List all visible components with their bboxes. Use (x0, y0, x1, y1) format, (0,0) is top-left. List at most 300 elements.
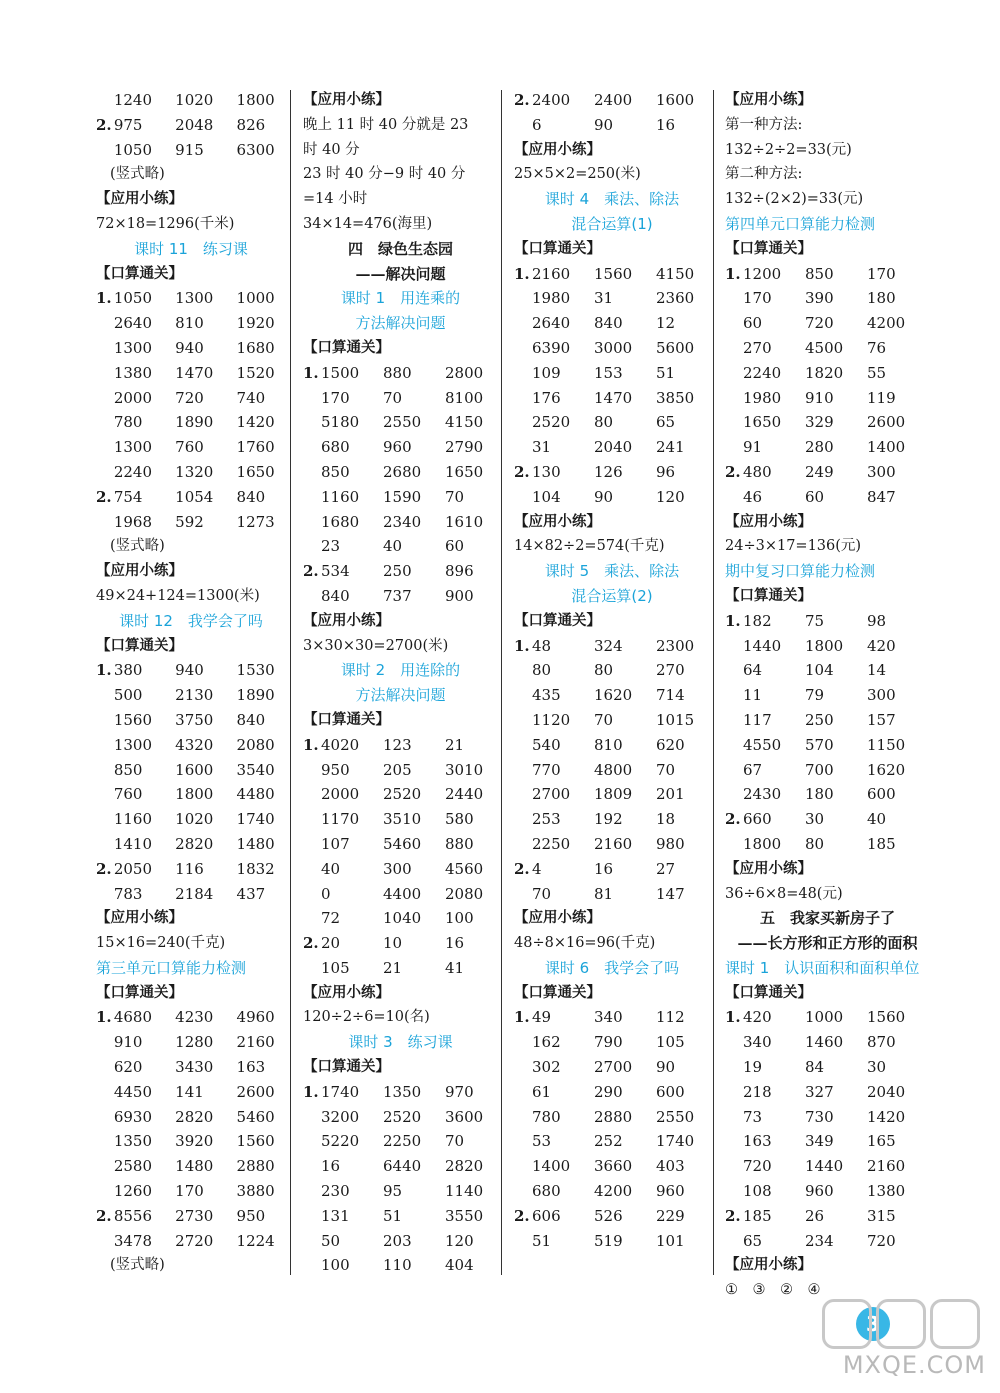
answer-value: 2520 (383, 785, 422, 804)
answer-row (303, 386, 498, 411)
answer-value: 480 (743, 462, 772, 481)
answer-value: 780 (113, 413, 143, 432)
answer-row (725, 460, 930, 485)
answer-row (303, 460, 498, 485)
answer-value: 4560 (445, 859, 484, 878)
answer-row (514, 857, 710, 882)
answer-value: 40 (867, 810, 887, 829)
question-number (514, 410, 532, 435)
answer-value: 2400 (594, 91, 633, 109)
answer-text: =14 小时 (303, 191, 368, 208)
answer-row (514, 113, 710, 138)
answer-value: 1300 (175, 289, 214, 308)
answer-value: 960 (383, 438, 412, 457)
answer-row (303, 584, 498, 609)
question-number: 1. (96, 661, 112, 680)
answer-text: 25×5×2=250(米) (514, 166, 641, 183)
answer-value: 1273 (236, 512, 275, 531)
answer-value: 960 (656, 1182, 685, 1201)
answer-value: 315 (867, 1206, 896, 1225)
question-number (303, 1129, 321, 1154)
answer-value: 680 (321, 438, 350, 457)
answer-row (514, 832, 710, 857)
answer-value: 30 (805, 810, 825, 829)
answer-value: 2640 (532, 314, 571, 333)
answer-row (96, 1055, 286, 1080)
answer-value: 192 (594, 810, 623, 829)
answer-value: 1560 (594, 264, 633, 283)
answer-value: 70 (445, 487, 465, 506)
section-header: 【口算通关】 (514, 984, 601, 1001)
answer-value: 23 (321, 537, 341, 556)
answer-row (303, 485, 498, 510)
answer-value: 3660 (594, 1157, 633, 1176)
answer-value: 5180 (321, 413, 360, 432)
answer-row (514, 1080, 710, 1105)
answer-value: 1680 (236, 338, 275, 357)
answer-value: 1980 (743, 388, 782, 407)
answer-row (96, 683, 286, 708)
answer-value: 780 (532, 1107, 561, 1126)
answer-value: 2160 (236, 1033, 275, 1052)
answer-value: 1420 (867, 1107, 906, 1126)
answer-value: 4960 (236, 1008, 275, 1027)
question-number (96, 708, 114, 733)
section-header: 【应用小练】 (96, 563, 183, 580)
answer-value: 163 (743, 1132, 772, 1151)
answer-value: 120 (656, 487, 685, 506)
answer-value: 580 (445, 810, 474, 829)
answer-value: 975 (113, 115, 143, 134)
question-number: 1. (96, 289, 112, 308)
answer-value: 31 (532, 438, 552, 457)
answer-value: 437 (236, 884, 266, 903)
answer-value: 1200 (743, 264, 782, 283)
answer-value: 40 (383, 537, 403, 556)
answer-value: 49 (532, 1008, 552, 1027)
answer-value: 349 (805, 1132, 834, 1151)
answer-value: 112 (656, 1008, 685, 1027)
lesson-title: 课时 5 乘法、除法 (544, 562, 680, 581)
answer-value: 2430 (743, 785, 782, 804)
answer-value: 249 (805, 462, 834, 481)
answer-row (514, 386, 710, 411)
answer-row (725, 386, 930, 411)
answer-value: 4480 (236, 785, 275, 804)
question-number (303, 1105, 321, 1130)
answer-value: 730 (805, 1107, 834, 1126)
answer-value: 540 (532, 735, 561, 754)
answer-value: 960 (805, 1182, 834, 1201)
answer-value: 16 (445, 934, 465, 953)
lesson-title: 课时 12 我学会了吗 (119, 611, 263, 630)
question-number (514, 1179, 532, 1204)
answer-value: 30 (867, 1058, 887, 1077)
answer-value: 70 (445, 1132, 465, 1151)
answer-value: 70 (532, 884, 552, 903)
answer-value: 870 (867, 1033, 896, 1052)
answer-text: 48÷8×16=96(千克) (514, 935, 656, 952)
answer-value: 1400 (532, 1157, 571, 1176)
answer-value: 2580 (113, 1157, 152, 1176)
answer-text: 34×14=476(海里) (303, 215, 433, 232)
answer-value: 65 (656, 413, 676, 432)
question-number (514, 882, 532, 907)
answer-value: 100 (321, 1256, 350, 1275)
answer-value: 1140 (445, 1182, 484, 1201)
answer-row (96, 1229, 286, 1254)
question-number (96, 410, 114, 435)
answer-value: 2820 (175, 834, 214, 853)
answer-value: 910 (113, 1033, 143, 1052)
answer-value: 109 (532, 363, 561, 382)
answer-row (514, 782, 710, 807)
question-number (96, 1129, 114, 1154)
question-number (514, 1105, 532, 1130)
answer-value: 940 (175, 338, 204, 357)
question-number (96, 1105, 114, 1130)
note-text: (竖式略) (110, 166, 165, 183)
answer-row (514, 460, 710, 485)
question-number (303, 1204, 321, 1229)
answer-row (725, 485, 930, 510)
question-number: 2. (96, 859, 112, 878)
question-number (303, 882, 321, 907)
answer-value: 51 (656, 363, 676, 382)
answer-row (303, 782, 498, 807)
answer-row (96, 733, 286, 758)
answer-value: 51 (532, 1231, 552, 1250)
note-text: (竖式略) (110, 1257, 165, 1274)
answer-text: 120÷2÷6=10(名) (303, 1009, 430, 1026)
answer-value: 65 (743, 1231, 763, 1250)
answer-value: 80 (805, 834, 825, 853)
answer-value: 740 (236, 388, 266, 407)
answer-value: 104 (805, 661, 834, 680)
answer-row (303, 1154, 498, 1179)
answer-row (514, 882, 710, 907)
answer-row (514, 286, 710, 311)
answer-row (96, 857, 286, 882)
question-number (303, 485, 321, 510)
answer-value: 1350 (113, 1132, 152, 1151)
answer-value: 606 (532, 1206, 561, 1225)
answer-value: 27 (656, 859, 676, 878)
answer-value: 2048 (175, 115, 214, 134)
answer-row (303, 733, 498, 758)
question-number (514, 733, 532, 758)
answer-value: 380 (113, 661, 143, 680)
answer-value: 915 (175, 140, 204, 159)
answer-value: 783 (113, 884, 143, 903)
question-number (303, 510, 321, 535)
answer-value: 105 (321, 958, 350, 977)
question-number (725, 1229, 743, 1254)
answer-row (725, 658, 930, 683)
answer-value: 1800 (175, 785, 214, 804)
answer-value: 737 (383, 586, 412, 605)
question-number: 1. (514, 264, 530, 283)
answer-value: 26 (805, 1206, 825, 1225)
answer-value: 51 (383, 1206, 403, 1225)
answer-row (96, 1154, 286, 1179)
answer-value: 170 (743, 289, 772, 308)
question-number (514, 708, 532, 733)
answer-value: 620 (113, 1058, 143, 1077)
answer-value: 2730 (175, 1206, 214, 1225)
question-number (303, 534, 321, 559)
answer-row (96, 361, 286, 386)
answer-value: 940 (175, 661, 204, 680)
question-number: 1. (514, 636, 530, 655)
question-number (514, 782, 532, 807)
question-number (514, 435, 532, 460)
answer-value: 20 (321, 934, 341, 953)
answer-value: 302 (532, 1058, 561, 1077)
answer-value: 4450 (113, 1082, 152, 1101)
lesson-title: 课时 6 我学会了吗 (544, 958, 680, 977)
question-number: 1. (303, 363, 319, 382)
answer-value: 1500 (321, 363, 360, 382)
answer-value: 70 (383, 388, 403, 407)
answer-value: 2160 (867, 1157, 906, 1176)
question-number (514, 311, 532, 336)
answer-value: 1760 (236, 438, 275, 457)
answer-value: 163 (236, 1058, 266, 1077)
answer-value: 1300 (113, 438, 152, 457)
answer-row (725, 1154, 930, 1179)
answer-row (725, 782, 930, 807)
answer-value: 4150 (445, 413, 484, 432)
lesson-title: 课时 1 认识面积和面积单位 (725, 958, 920, 977)
answer-value: 534 (321, 562, 350, 581)
answer-value: 880 (445, 834, 474, 853)
answer-value: 123 (383, 735, 412, 754)
answer-value: 234 (805, 1231, 834, 1250)
answer-value: 2550 (656, 1107, 695, 1126)
answer-value: 5220 (321, 1132, 360, 1151)
answer-value: 2050 (113, 859, 152, 878)
question-number (725, 386, 743, 411)
question-number (96, 1154, 114, 1179)
answer-value: 1260 (113, 1182, 152, 1201)
answer-row (303, 857, 498, 882)
lesson-title: 方法解决问题 (355, 314, 446, 333)
answer-row (303, 1253, 498, 1278)
question-number (514, 1030, 532, 1055)
answer-value: 324 (594, 636, 623, 655)
section-header: 【应用小练】 (303, 92, 390, 108)
answer-value: 80 (532, 661, 552, 680)
answer-value: 1300 (113, 338, 152, 357)
answer-value: 31 (594, 289, 614, 308)
answer-value: 950 (321, 760, 350, 779)
answer-value: 810 (594, 735, 623, 754)
answer-row (514, 435, 710, 460)
answer-value: 850 (321, 462, 350, 481)
answer-value: 1410 (113, 834, 152, 853)
answer-row (303, 1179, 498, 1204)
answer-value: 1560 (113, 710, 152, 729)
answer-value: 1809 (594, 785, 633, 804)
question-number (303, 584, 321, 609)
answer-value: 3478 (113, 1231, 152, 1250)
answer-value: 185 (867, 834, 896, 853)
question-number: 1. (725, 1008, 741, 1027)
answer-row (514, 1154, 710, 1179)
section-header: 【应用小练】 (725, 92, 812, 108)
page-number-badge: 3 (856, 1307, 890, 1341)
answer-row (303, 410, 498, 435)
answer-value: 8100 (445, 388, 484, 407)
lesson-title: 混合运算(1) (571, 214, 653, 233)
answer-value: 1020 (175, 91, 214, 109)
answer-value: 1740 (321, 1082, 360, 1101)
answer-value: 1050 (113, 140, 152, 159)
column-1 (96, 88, 286, 1278)
answer-text: ① ③ ② ④ (725, 1282, 821, 1299)
answer-value: 5460 (236, 1107, 275, 1126)
answer-value: 1650 (445, 462, 484, 481)
answer-row (96, 758, 286, 783)
section-header: 【应用小练】 (514, 513, 601, 530)
question-number (514, 683, 532, 708)
answer-value: 126 (594, 462, 623, 481)
answer-value: 700 (805, 760, 834, 779)
answer-row (96, 410, 286, 435)
answer-value: 1380 (113, 363, 152, 382)
answer-value: 980 (656, 834, 685, 853)
answer-row (303, 1204, 498, 1229)
question-number (514, 1055, 532, 1080)
question-number (725, 733, 743, 758)
answer-row (303, 1229, 498, 1254)
answer-row (96, 311, 286, 336)
answer-value: 6440 (383, 1157, 422, 1176)
question-number (96, 882, 114, 907)
answer-value: 6 (532, 115, 542, 134)
answer-text: 14×82÷2=574(千克) (514, 538, 665, 555)
answer-row (514, 336, 710, 361)
lesson-title: 期中复习口算能力检测 (725, 562, 876, 581)
section-header: 【应用小练】 (303, 984, 390, 1001)
answer-row (725, 683, 930, 708)
answer-row (514, 485, 710, 510)
answer-text: 132÷2÷2=33(元) (725, 141, 852, 158)
answer-row (514, 262, 710, 287)
section-header: 【应用小练】 (514, 141, 601, 158)
unit-title: ——长方形和正方形的面积 (737, 934, 918, 953)
answer-value: 340 (594, 1008, 623, 1027)
answer-value: 3600 (445, 1107, 484, 1126)
column-divider (501, 90, 502, 1275)
answer-value: 2440 (445, 785, 484, 804)
answer-row (514, 311, 710, 336)
section-header: 【口算通关】 (303, 711, 390, 728)
answer-value: 1160 (321, 487, 360, 506)
answer-value: 180 (867, 289, 896, 308)
answer-row (725, 410, 930, 435)
answer-row (725, 1055, 930, 1080)
answer-value: 840 (594, 314, 623, 333)
answer-row (514, 1105, 710, 1130)
answer-value: 205 (383, 760, 412, 779)
answer-value: 90 (656, 1058, 676, 1077)
question-number (303, 410, 321, 435)
answer-value: 2820 (445, 1157, 484, 1176)
section-header: 【口算通关】 (96, 265, 183, 282)
answer-value: 3880 (236, 1182, 275, 1201)
question-number (725, 1055, 743, 1080)
answer-value: 250 (805, 710, 834, 729)
answer-value: 1000 (236, 289, 275, 308)
lesson-title: 课时 1 用连乘的 (340, 289, 461, 308)
answer-value: 110 (383, 1256, 412, 1275)
question-number: 2. (725, 810, 741, 829)
question-number (96, 1229, 114, 1254)
question-number (96, 1179, 114, 1204)
answer-value: 1600 (175, 760, 214, 779)
answer-value: 67 (743, 760, 763, 779)
answer-value: 4200 (867, 314, 906, 333)
answer-value: 910 (805, 388, 834, 407)
answer-value: 519 (594, 1231, 623, 1250)
answer-value: 2000 (321, 785, 360, 804)
answer-row (303, 807, 498, 832)
answer-row (725, 1229, 930, 1254)
question-number (514, 485, 532, 510)
answer-value: 2360 (656, 289, 695, 308)
question-number (96, 1030, 114, 1055)
answer-value: 840 (236, 710, 266, 729)
answer-value: 1320 (175, 462, 214, 481)
answer-value: 4800 (594, 760, 633, 779)
answer-value: 16 (594, 859, 614, 878)
lesson-title: 课时 2 用连除的 (340, 661, 461, 680)
answer-value: 1600 (656, 91, 695, 109)
answer-value: 1460 (805, 1033, 844, 1052)
question-number: 1. (303, 1082, 319, 1101)
question-number (514, 336, 532, 361)
question-number: 2. (514, 859, 530, 878)
question-number (96, 138, 114, 163)
question-number (725, 435, 743, 460)
answer-value: 1300 (113, 735, 152, 754)
answer-row (303, 832, 498, 857)
answer-value: 104 (532, 487, 561, 506)
answer-value: 253 (532, 810, 561, 829)
answer-value: 1015 (656, 710, 695, 729)
unit-title: ——解决问题 (355, 264, 446, 283)
lesson-title: 第三单元口算能力检测 (96, 958, 247, 977)
answer-value: 720 (867, 1231, 896, 1250)
question-number (303, 1179, 321, 1204)
question-number: 2. (303, 562, 319, 581)
answer-value: 0 (321, 884, 331, 903)
section-header: 【口算通关】 (725, 587, 812, 604)
answer-value: 720 (805, 314, 834, 333)
answer-row (96, 1204, 286, 1229)
answer-text: 15×16=240(千克) (96, 935, 226, 952)
answer-value: 2240 (113, 462, 152, 481)
question-number (725, 1154, 743, 1179)
answer-value: 203 (383, 1231, 412, 1250)
answer-value: 250 (383, 562, 412, 581)
answer-value: 10 (383, 934, 403, 953)
answer-value: 76 (867, 338, 887, 357)
answer-row (514, 88, 710, 113)
question-number (96, 733, 114, 758)
